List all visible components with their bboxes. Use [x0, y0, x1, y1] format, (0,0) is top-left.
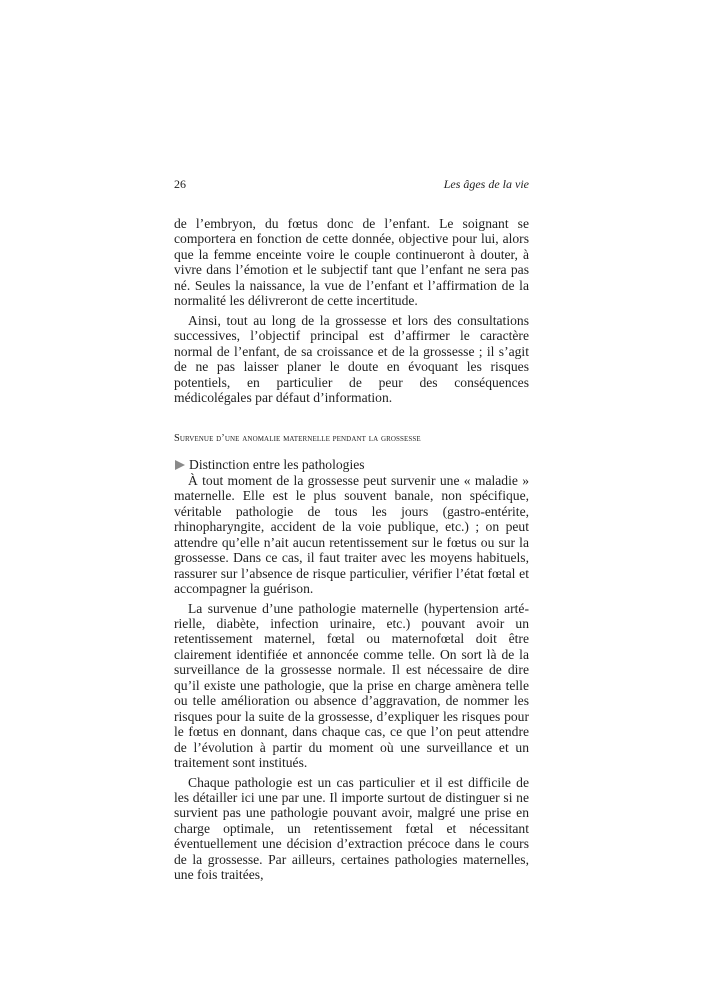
page-number: 26 — [174, 177, 186, 191]
running-head — [174, 177, 529, 191]
paragraph: La survenue d’une pathologie maternelle (hypertension artérielle, diabète, infection urinaire, etc.) pouvant avoir un retentissement maternel, fœtal ou maternofœtal doit être clairement identifiée et annoncée comme telle. On sort là de la surveillance de la grossesse normale. Il est nécessaire de dire qu’il existe une pathologie, que la prise en charge amènera telle ou telle amélioration ou absence d’aggravation, de nommer les risques pour la suite de la grossesse, d’expliquer les risques pour le fœtus en donnant, dans chaque cas, ce que l’on peut attendre de l’évolution à partir du moment où une surveillance et un traitement sont institués. — [174, 600, 529, 771]
running-title: Les âges de la vie — [443, 177, 529, 191]
book-page — [174, 177, 529, 883]
subheading — [174, 457, 529, 472]
paragraph: Chaque pathologie est un cas particulier et il est difficile de les détailler ici une par une. Il importe surtout de distinguer si ne survient pas une pathologie pouvant avoir, malgré une prise en charge optimale, un retentissement fœtal et nécessitant éventuellement une décision d’extraction précoce dans le cours de la grossesse. Par ailleurs, certaines pathologies maternelles, une fois traitées, — [174, 774, 529, 883]
paragraph: À tout moment de la grossesse peut survenir une « maladie » maternelle. Elle est le plus souvent banale, non spécifique, véritable pathologie de tous les jours (gastro-entérite, rhinopharyngite, accident de la voie publique, etc.) ; on peut attendre qu’elle n’ait aucun retentissement sur le fœtus ou sur la grossesse. Dans ce cas, il faut traiter avec les moyens habituels, rassurer sur l’absence de risque particulier, vérifier l’état fœtal et accompagner la guérison. — [174, 472, 529, 597]
triangle-bullet-icon — [175, 460, 185, 470]
paragraph: Ainsi, tout au long de la grossesse et lors des consultations successives, l’objectif principal est d’affirmer le caractère normal de l’enfant, de sa croissance et de la grossesse ; il s’agit de ne pas laisser planer le doute en évoquant les risques potentiels, en particulier de peur des conséquences médicolégales par défaut d’information. — [174, 312, 529, 405]
paragraph-continuation: de l’embryon, du fœtus donc de l’enfant. Le soignant se comportera en fonction de cette donnée, objective pour lui, alors que la femme enceinte voire le couple continueront à douter, à vivre dans l’émotion et le subjectif tant que l’enfant ne sera pas né. Seules la naissance, la vue de l’enfant et l’affirmation de la normalité les délivreront de cette incertitude. — [174, 216, 529, 309]
subheading-text: Distinction entre les pathologies — [189, 457, 365, 473]
section-heading: Survenue d’une anomalie maternelle pendant la grossesse — [174, 433, 421, 445]
